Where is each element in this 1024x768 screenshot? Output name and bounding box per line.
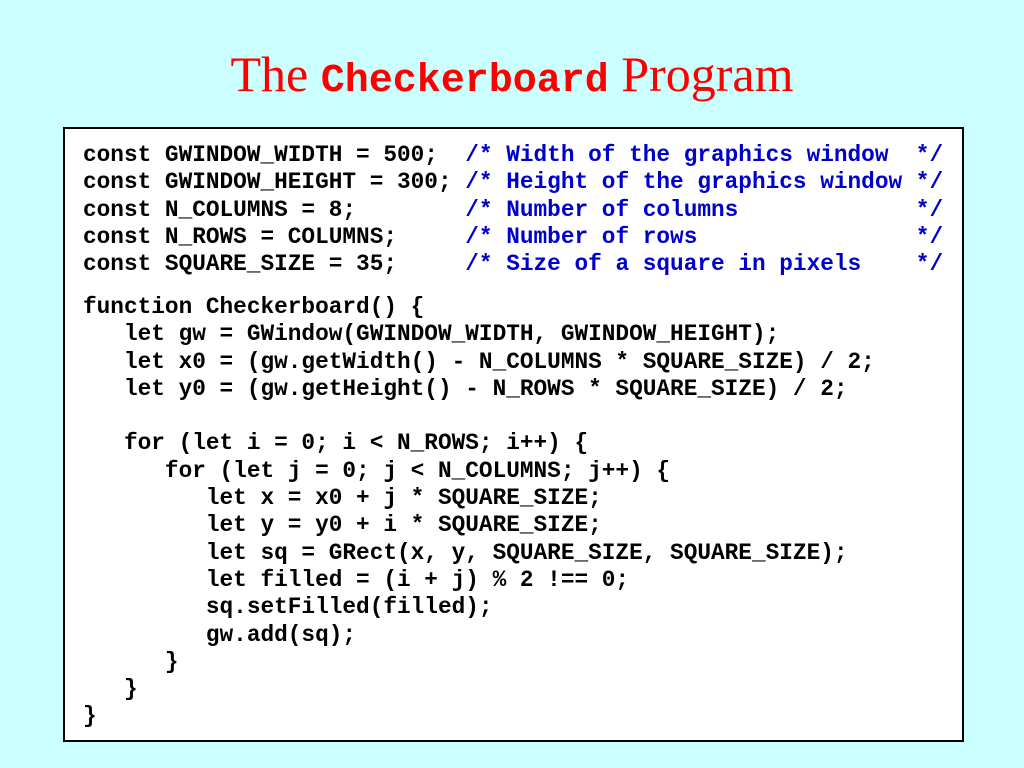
- code-line: sq.setFilled(filled);: [83, 594, 493, 621]
- constant-code: const GWINDOW_WIDTH = 500;: [83, 142, 466, 168]
- function-block: [83, 294, 875, 731]
- slide-title: [0, 44, 1024, 112]
- code-line: let y0 = (gw.getHeight() - N_ROWS * SQUARE_SIZE) / 2;: [83, 375, 848, 402]
- code-line: [83, 197, 943, 223]
- constants-block: [83, 142, 943, 278]
- code-line: let x0 = (gw.getWidth() - N_COLUMNS * SQUARE_SIZE) / 2;: [83, 348, 875, 375]
- code-line: [83, 169, 943, 195]
- code-line: let y = y0 + i * SQUARE_SIZE;: [83, 512, 602, 539]
- code-line: [83, 224, 943, 250]
- constant-comment: /* Number of rows */: [465, 223, 944, 250]
- constant-comment: /* Size of a square in pixels */: [465, 251, 944, 278]
- code-line: let x = x0 + j * SQUARE_SIZE;: [83, 485, 602, 512]
- constant-comment: /* Height of the graphics window */: [465, 169, 944, 196]
- constant-comment: /* Width of the graphics window */: [465, 142, 944, 168]
- code-line: let sq = GRect(x, y, SQUARE_SIZE, SQUARE_SIZE);: [83, 539, 848, 566]
- code-line: gw.add(sq);: [83, 621, 357, 648]
- code-line: }: [83, 676, 138, 703]
- code-line: for (let i = 0; i < N_ROWS; i++) {: [83, 430, 589, 457]
- code-line: let filled = (i + j) % 2 !== 0;: [83, 566, 630, 593]
- constant-code: const SQUARE_SIZE = 35;: [83, 251, 466, 278]
- title-code-word: Checkerboard: [320, 59, 609, 104]
- title-prefix: The: [230, 46, 309, 102]
- code-line: for (let j = 0; j < N_COLUMNS; j++) {: [83, 457, 671, 484]
- code-line: }: [83, 648, 179, 675]
- code-line: let gw = GWindow(GWINDOW_WIDTH, GWINDOW_HEIGHT);: [83, 321, 780, 348]
- constant-code: const N_COLUMNS = 8;: [83, 196, 466, 223]
- code-line: }: [83, 703, 97, 730]
- constant-code: const N_ROWS = COLUMNS;: [83, 223, 466, 250]
- code-line: function Checkerboard() {: [83, 294, 425, 320]
- title-suffix: Program: [621, 46, 794, 102]
- code-line: [83, 142, 943, 168]
- code-line: [83, 251, 943, 277]
- constant-comment: /* Number of columns */: [465, 196, 944, 223]
- constant-code: const GWINDOW_HEIGHT = 300;: [83, 169, 466, 196]
